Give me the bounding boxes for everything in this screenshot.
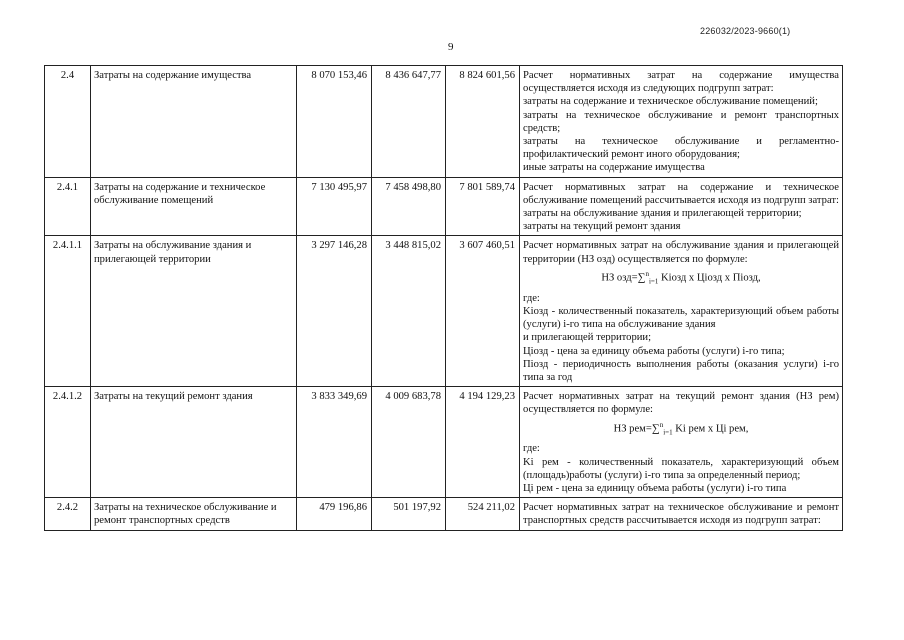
description-line: затраты на обслуживание здания и прилегающей территории; — [523, 208, 802, 220]
row-description — [520, 498, 843, 530]
row-value-1: 3 297 146,28 — [297, 236, 372, 387]
row-value-3: 8 824 601,56 — [446, 66, 520, 178]
row-code: 2.4.1 — [45, 177, 91, 236]
row-name: Затраты на содержание имущества — [91, 66, 297, 178]
description-line: Расчет нормативных затрат на содержание имущества осуществляется исходя из следующих подгрупп затрат: — [523, 70, 839, 95]
description-line: где: — [523, 443, 540, 455]
table-row — [45, 236, 843, 387]
table-row — [45, 387, 843, 498]
row-value-2: 4 009 683,78 — [372, 387, 446, 498]
description-line: Ki рем - количественный показатель, характеризующий объем (площадь)работы (услуги) i-го типа за определенный период; — [523, 456, 839, 481]
row-value-3: 4 194 129,23 — [446, 387, 520, 498]
row-value-2: 8 436 647,77 — [372, 66, 446, 178]
row-name: Затраты на обслуживание здания и прилегающей территории — [91, 236, 297, 387]
row-name: Затраты на текущий ремонт здания — [91, 387, 297, 498]
row-name: Затраты на содержание и техническое обслуживание помещений — [91, 177, 297, 236]
row-value-3: 524 211,02 — [446, 498, 520, 530]
row-value-1: 479 196,86 — [297, 498, 372, 530]
row-value-2: 501 197,92 — [372, 498, 446, 530]
description-line: Расчет нормативных затрат на содержание и техническое обслуживание помещений рассчитывается исходя из подгрупп затрат: — [523, 181, 839, 206]
row-code: 2.4.1.2 — [45, 387, 91, 498]
row-description — [520, 387, 843, 498]
row-code: 2.4 — [45, 66, 91, 178]
description-intro: Расчет нормативных затрат на текущий ремонт здания (НЗ рем) осуществляется по формуле: — [523, 391, 839, 416]
description-intro: Расчет нормативных затрат на обслуживание здания и прилегающей территории (НЗ озд) осуществляется по формуле: — [523, 240, 839, 265]
description-line: затраты на текущий ремонт здания — [523, 221, 681, 233]
description-line: Цiозд - цена за единицу объема работы (услуги) i-го типа; — [523, 345, 785, 357]
row-description — [520, 236, 843, 387]
row-description — [520, 66, 843, 178]
description-line: где: — [523, 292, 540, 304]
document-id: 226032/2023-9660(1) — [700, 26, 791, 36]
formula: НЗ рем=∑$^n_{i=1}$ Ki рем x Цi рем, — [613, 420, 749, 437]
description-line: и прилегающей территории; — [523, 332, 652, 344]
row-name: Затраты на техническое обслуживание и ремонт транспортных средств — [91, 498, 297, 530]
row-value-1: 3 833 349,69 — [297, 387, 372, 498]
table-row — [45, 66, 843, 178]
row-code: 2.4.2 — [45, 498, 91, 530]
row-description — [520, 177, 843, 236]
description-line: иные затраты на содержание имущества — [523, 162, 705, 174]
table-row — [45, 498, 843, 530]
cost-table — [44, 65, 843, 531]
formula: НЗ озд=∑$^n_{i=1}$ Kiозд x Цiозд x Пiозд, — [601, 269, 761, 286]
row-value-2: 7 458 498,80 — [372, 177, 446, 236]
description-line: Расчет нормативных затрат на техническое обслуживание и ремонт транспортных средств рассчитывается исходя из подгрупп затрат: — [523, 502, 839, 527]
description-line: затраты на техническое обслуживание и регламентно-профилактический ремонт иного оборудования; — [523, 136, 839, 161]
table-row — [45, 177, 843, 236]
row-value-1: 7 130 495,97 — [297, 177, 372, 236]
row-value-3: 7 801 589,74 — [446, 177, 520, 236]
row-code: 2.4.1.1 — [45, 236, 91, 387]
sum-sign: ∑ — [637, 271, 646, 284]
description-line: Kiозд - количественный показатель, характеризующий объем работы (услуги) i-го типа на обслуживание здания — [523, 305, 839, 331]
row-value-2: 3 448 815,02 — [372, 236, 446, 387]
description-line: затраты на содержание и техническое обслуживание помещений; — [523, 96, 818, 108]
description-line: затраты на техническое обслуживание и ремонт транспортных средств; — [523, 109, 839, 134]
row-value-3: 3 607 460,51 — [446, 236, 520, 387]
description-line: Пiозд - периодичность выполнения работы (оказания услуги) i-го типа за год — [523, 358, 839, 383]
sum-sign: ∑ — [651, 422, 660, 435]
page-number: 9 — [448, 41, 454, 53]
row-value-1: 8 070 153,46 — [297, 66, 372, 178]
description-line: Цi рем - цена за единицу объема работы (услуги) i-го типа — [523, 482, 787, 494]
